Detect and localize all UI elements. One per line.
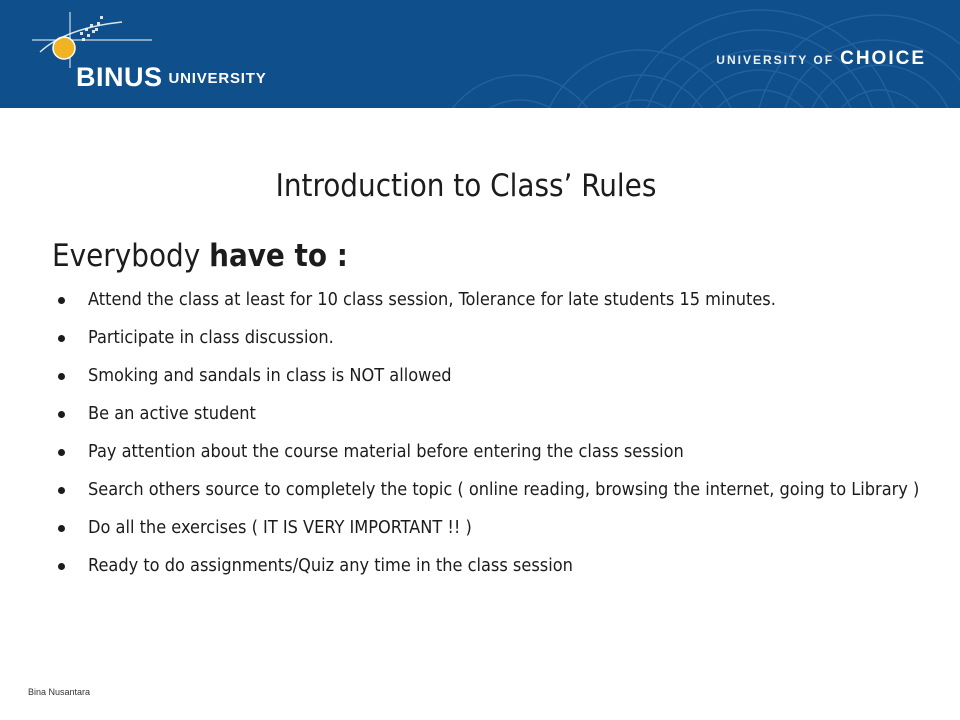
list-item-text: Ready to do assignments/Quiz any time in the class session <box>88 555 573 576</box>
logo-emblem-icon <box>26 8 176 68</box>
subtitle-emphasis: have to : <box>209 238 348 274</box>
slide-subtitle <box>52 238 348 274</box>
list-item <box>52 440 932 464</box>
footer-text: Bina Nusantara <box>28 687 91 697</box>
logo-wordmark <box>76 62 267 93</box>
list-item-text: Pay attention about the course material before entering the class session <box>88 441 684 462</box>
list-item-text: Attend the class at least for 10 class session, Tolerance for late students 15 minutes. <box>88 289 776 310</box>
list-item-text: Participate in class discussion. <box>88 327 334 348</box>
list-item <box>52 478 932 502</box>
subtitle-lead: Everybody <box>52 238 210 274</box>
list-item <box>52 326 932 350</box>
bullet-icon <box>58 449 65 456</box>
list-item-text: Smoking and sandals in class is NOT allowed <box>88 365 452 386</box>
bullet-icon <box>58 297 65 304</box>
tagline-big: CHOICE <box>840 48 926 69</box>
bullet-icon <box>58 411 65 418</box>
list-item <box>52 288 932 312</box>
bullet-icon <box>58 373 65 380</box>
logo-sub: UNIVERSITY <box>168 70 267 87</box>
list-item-text: Be an active student <box>88 403 256 424</box>
rules-list <box>52 288 932 592</box>
bullet-icon <box>58 487 65 494</box>
list-item-text: Do all the exercises ( IT IS VERY IMPORTANT !! ) <box>88 517 472 538</box>
bullet-icon <box>58 525 65 532</box>
list-item-text: Search others source to completely the topic ( online reading, browsing the internet, going to Library ) <box>88 479 920 500</box>
list-item <box>52 554 932 578</box>
bullet-icon <box>58 335 65 342</box>
list-item <box>52 516 932 540</box>
list-item <box>52 364 932 388</box>
logo-text: BINUS <box>76 62 163 92</box>
header-banner <box>0 0 960 108</box>
slide-title: Introduction to Class’ Rules <box>275 168 657 204</box>
list-item <box>52 402 932 426</box>
bullet-icon <box>58 563 65 570</box>
tagline-small: UNIVERSITY OF <box>716 53 835 67</box>
tagline <box>716 48 926 70</box>
binus-logo <box>26 8 296 100</box>
